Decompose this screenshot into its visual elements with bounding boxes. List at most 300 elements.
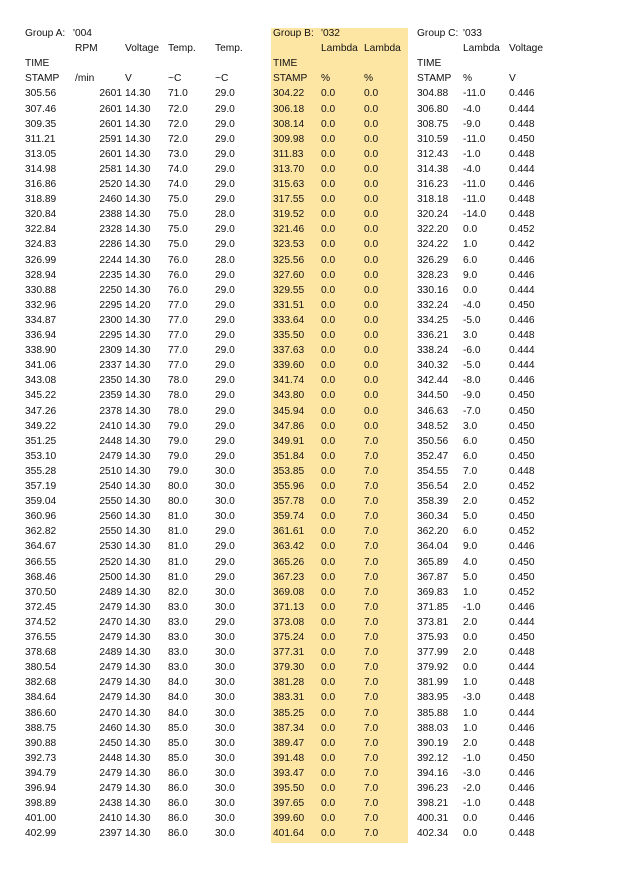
cell-a-col1: 2460 — [99, 722, 122, 734]
cell-b-col0: 365.26 — [273, 556, 305, 568]
cell-a-col0: 322.84 — [25, 224, 57, 236]
cell-a-col1: 2479 — [99, 767, 122, 779]
cell-b-col2: 7.0 — [364, 511, 379, 523]
cell-a-col2: 14.30 — [125, 707, 151, 719]
cell-c-col2: 0.448 — [509, 330, 535, 341]
cell-a-col2: 14.30 — [125, 103, 151, 115]
cell-b-col2: 0.0 — [364, 118, 379, 130]
cell-b-col2: 7.0 — [364, 692, 379, 704]
cell-b-col1: 0.0 — [321, 148, 336, 160]
cell-a-col1: 2550 — [99, 496, 122, 508]
cell-c-col2: 0.448 — [509, 647, 535, 659]
cell-a-col0: 372.45 — [25, 601, 57, 613]
cell-c-col0: 326.29 — [417, 254, 449, 266]
cell-a-col1: 2540 — [99, 481, 122, 492]
cell-b-col2: 7.0 — [364, 556, 379, 568]
cell-b-col0: 341.74 — [273, 375, 305, 387]
cell-a-col0: 314.98 — [25, 163, 57, 175]
cell-b-col1: 0.0 — [321, 133, 336, 145]
cell-a-col4: 30.0 — [215, 481, 235, 492]
cell-a-col1: 2520 — [99, 179, 122, 190]
cell-c-col1: -4.0 — [463, 163, 481, 175]
cell-b-col2: 7.0 — [364, 737, 379, 749]
cell-a-col2: 14.30 — [125, 692, 151, 704]
cell-a-col4: 29.0 — [215, 133, 235, 145]
cell-c-col1: 2.0 — [463, 616, 478, 628]
cell-c-col0: 394.16 — [417, 767, 449, 779]
cell-a-col0: 357.19 — [25, 481, 57, 492]
cell-b-col2: 7.0 — [364, 798, 379, 810]
cell-a-col0: 396.94 — [25, 783, 57, 794]
cell-c-col1: -11.0 — [463, 88, 486, 100]
cell-a-col1: 2530 — [99, 541, 122, 553]
cell-b-col2: 7.0 — [364, 601, 379, 613]
cell-a-col1: 2479 — [99, 662, 122, 674]
cell-c-col1: 0.0 — [463, 662, 478, 674]
cell-c-col1: 1.0 — [463, 586, 478, 598]
cell-a-col3: 78.0 — [168, 390, 188, 402]
cell-c-col2: 0.444 — [509, 616, 535, 628]
cell-c-col2: 0.448 — [509, 118, 535, 130]
cell-a-col0: 324.83 — [25, 239, 57, 251]
cell-b-col0: 375.24 — [273, 632, 305, 643]
cell-b-col1: 0.0 — [321, 360, 336, 372]
cell-b-col1: 0.0 — [321, 450, 336, 462]
cell-a-col0: 332.96 — [25, 299, 57, 311]
cell-a-col3: 76.0 — [168, 254, 188, 266]
cell-c-col1: -1.0 — [463, 601, 481, 613]
cell-a-col1: 2397 — [99, 828, 122, 840]
cell-a-col0: 384.64 — [25, 692, 57, 704]
header-a-row3-col1: /min — [75, 73, 95, 85]
cell-c-col0: 400.31 — [417, 813, 449, 825]
cell-a-col2: 14.30 — [125, 647, 151, 659]
cell-c-col2: 0.448 — [509, 194, 535, 206]
cell-b-col1: 0.0 — [321, 284, 336, 296]
cell-a-col2: 14.30 — [125, 118, 151, 130]
cell-a-col1: 2479 — [99, 783, 122, 794]
cell-a-col1: 2295 — [99, 330, 122, 341]
cell-a-col2: 14.30 — [125, 828, 151, 840]
cell-a-col4: 29.0 — [215, 526, 235, 538]
cell-a-col0: 316.86 — [25, 179, 57, 190]
cell-a-col1: 2479 — [99, 677, 122, 689]
cell-b-col1: 0.0 — [321, 828, 336, 840]
cell-b-col1: 0.0 — [321, 737, 336, 749]
cell-a-col1: 2510 — [99, 465, 122, 477]
cell-a-col4: 29.0 — [215, 375, 235, 387]
cell-a-col4: 29.0 — [215, 239, 235, 251]
cell-a-col3: 82.0 — [168, 586, 188, 598]
cell-b-col1: 0.0 — [321, 586, 336, 598]
cell-a-col1: 2601 — [99, 88, 122, 100]
cell-a-col2: 14.30 — [125, 194, 151, 206]
cell-a-col4: 29.0 — [215, 556, 235, 568]
cell-a-col1: 2489 — [99, 586, 122, 598]
cell-b-col0: 308.14 — [273, 118, 305, 130]
cell-a-col1: 2410 — [99, 813, 122, 825]
cell-c-col0: 396.23 — [417, 783, 449, 794]
cell-b-col0: 327.60 — [273, 269, 305, 281]
cell-c-col1: 2.0 — [463, 481, 478, 492]
cell-a-col2: 14.30 — [125, 133, 151, 145]
cell-c-col2: 0.448 — [509, 692, 535, 704]
header-c-row1-col2: Voltage — [509, 43, 543, 55]
cell-a-col3: 85.0 — [168, 752, 188, 764]
cell-a-col1: 2489 — [99, 647, 122, 659]
cell-c-col2: 0.450 — [509, 435, 535, 447]
cell-a-col2: 14.30 — [125, 224, 151, 236]
cell-c-col0: 377.99 — [417, 647, 449, 659]
cell-a-col3: 79.0 — [168, 465, 188, 477]
cell-c-col2: 0.450 — [509, 511, 535, 523]
cell-b-col1: 0.0 — [321, 405, 336, 417]
cell-c-col0: 390.19 — [417, 737, 449, 749]
cell-c-col0: 354.55 — [417, 465, 449, 477]
cell-a-col3: 77.0 — [168, 314, 188, 326]
cell-a-col2: 14.30 — [125, 526, 151, 538]
cell-a-col0: 328.94 — [25, 269, 57, 281]
cell-b-col0: 331.51 — [273, 299, 305, 311]
cell-a-col0: 347.26 — [25, 405, 57, 417]
cell-a-col3: 76.0 — [168, 269, 188, 281]
cell-a-col0: 380.54 — [25, 662, 57, 674]
cell-b-col2: 0.0 — [364, 390, 379, 402]
cell-b-col2: 7.0 — [364, 586, 379, 598]
header-c-row3-col2: V — [509, 73, 516, 85]
cell-c-col0: 350.56 — [417, 435, 449, 447]
cell-b-col2: 7.0 — [364, 662, 379, 674]
cell-b-col2: 0.0 — [364, 314, 379, 326]
cell-a-col1: 2448 — [99, 752, 122, 764]
cell-a-col4: 30.0 — [215, 496, 235, 508]
cell-b-col0: 309.98 — [273, 133, 305, 145]
cell-a-col4: 30.0 — [215, 813, 235, 825]
cell-a-col3: 77.0 — [168, 345, 188, 357]
cell-a-col0: 353.10 — [25, 450, 57, 462]
cell-a-col1: 2479 — [99, 601, 122, 613]
cell-a-col3: 75.0 — [168, 224, 188, 236]
cell-c-col1: 2.0 — [463, 647, 478, 659]
cell-a-col2: 14.30 — [125, 390, 151, 402]
cell-c-col2: 0.450 — [509, 632, 535, 643]
cell-c-col0: 344.50 — [417, 390, 449, 402]
cell-a-col3: 78.0 — [168, 375, 188, 387]
cell-a-col3: 80.0 — [168, 481, 188, 492]
cell-c-col1: -2.0 — [463, 783, 481, 794]
cell-a-col2: 14.30 — [125, 511, 151, 523]
cell-b-col2: 0.0 — [364, 179, 379, 190]
cell-a-col2: 14.30 — [125, 450, 151, 462]
cell-a-col0: 366.55 — [25, 556, 57, 568]
cell-c-col0: 371.85 — [417, 601, 449, 613]
cell-b-col2: 0.0 — [364, 88, 379, 100]
header-a-row3-col2: V — [125, 73, 132, 85]
cell-b-col2: 0.0 — [364, 163, 379, 175]
cell-a-col0: 336.94 — [25, 330, 57, 341]
cell-c-col2: 0.442 — [509, 239, 535, 251]
cell-a-col3: 72.0 — [168, 118, 188, 130]
cell-a-col2: 14.30 — [125, 345, 151, 357]
cell-a-col4: 30.0 — [215, 692, 235, 704]
cell-b-col1: 0.0 — [321, 662, 336, 674]
cell-b-col1: 0.0 — [321, 481, 336, 492]
cell-c-col1: 1.0 — [463, 707, 478, 719]
cell-c-col0: 367.87 — [417, 571, 449, 583]
cell-a-col2: 14.30 — [125, 783, 151, 794]
cell-b-col1: 0.0 — [321, 88, 336, 100]
cell-a-col4: 29.0 — [215, 118, 235, 130]
cell-c-col0: 356.54 — [417, 481, 449, 492]
cell-c-col0: 365.89 — [417, 556, 449, 568]
cell-a-col0: 382.68 — [25, 677, 57, 689]
cell-c-col0: 398.21 — [417, 798, 449, 810]
cell-a-col3: 81.0 — [168, 556, 188, 568]
header-b-row3-col2: % — [364, 73, 374, 85]
cell-a-col4: 29.0 — [215, 405, 235, 417]
cell-a-col3: 77.0 — [168, 330, 188, 341]
cell-a-col1: 2560 — [99, 511, 122, 523]
cell-a-col4: 29.0 — [215, 541, 235, 553]
cell-a-col4: 29.0 — [215, 360, 235, 372]
cell-b-col1: 0.0 — [321, 345, 336, 357]
cell-b-col2: 0.0 — [364, 299, 379, 311]
cell-a-col2: 14.30 — [125, 632, 151, 643]
header-a-row3-col0: STAMP — [25, 73, 60, 85]
cell-c-col1: -14.0 — [463, 209, 487, 221]
cell-c-col1: 0.0 — [463, 284, 478, 296]
cell-a-col1: 2295 — [99, 299, 122, 311]
header-a-row1-col2: Voltage — [125, 43, 159, 55]
cell-c-col0: 402.34 — [417, 828, 449, 840]
cell-a-col4: 29.0 — [215, 163, 235, 175]
cell-b-col1: 0.0 — [321, 163, 336, 175]
cell-a-col1: 2601 — [99, 118, 122, 130]
cell-a-col4: 29.0 — [215, 224, 235, 236]
cell-b-col1: 0.0 — [321, 556, 336, 568]
cell-a-col3: 77.0 — [168, 299, 188, 311]
cell-a-col4: 29.0 — [215, 299, 235, 311]
cell-a-col3: 86.0 — [168, 767, 188, 779]
group-c-id: '033 — [463, 28, 482, 39]
cell-c-col1: -5.0 — [463, 360, 481, 372]
cell-b-col2: 7.0 — [364, 767, 379, 779]
cell-b-col0: 397.65 — [273, 798, 305, 810]
cell-c-col1: 2.0 — [463, 737, 478, 749]
cell-a-col0: 370.50 — [25, 586, 57, 598]
cell-c-col1: -11.0 — [463, 133, 486, 145]
cell-b-col0: 395.50 — [273, 783, 305, 794]
cell-a-col3: 81.0 — [168, 571, 188, 583]
cell-b-col0: 373.08 — [273, 616, 305, 628]
cell-c-col0: 314.38 — [417, 163, 449, 175]
header-a-row2-col0: TIME — [25, 58, 50, 70]
cell-b-col1: 0.0 — [321, 420, 336, 432]
cell-a-col2: 14.30 — [125, 284, 151, 296]
cell-c-col2: 0.450 — [509, 752, 535, 764]
cell-b-col0: 313.70 — [273, 163, 305, 175]
cell-a-col0: 349.22 — [25, 420, 57, 432]
cell-c-col1: 5.0 — [463, 511, 478, 523]
cell-c-col1: 0.0 — [463, 632, 478, 643]
cell-c-col0: 336.21 — [417, 330, 449, 341]
cell-b-col0: 353.85 — [273, 465, 305, 477]
cell-c-col0: 388.03 — [417, 722, 449, 734]
cell-a-col3: 83.0 — [168, 632, 188, 643]
cell-a-col2: 14.30 — [125, 209, 151, 221]
cell-c-col2: 0.446 — [509, 88, 535, 100]
cell-c-col2: 0.450 — [509, 299, 535, 311]
cell-a-col3: 74.0 — [168, 179, 188, 190]
cell-b-col1: 0.0 — [321, 511, 336, 523]
cell-c-col1: -11.0 — [463, 179, 486, 190]
cell-b-col2: 7.0 — [364, 616, 379, 628]
cell-a-col4: 30.0 — [215, 798, 235, 810]
cell-c-col0: 352.47 — [417, 450, 449, 462]
cell-b-col1: 0.0 — [321, 465, 336, 477]
cell-b-col2: 0.0 — [364, 405, 379, 417]
cell-b-col2: 0.0 — [364, 209, 379, 221]
cell-b-col0: 369.08 — [273, 586, 305, 598]
cell-c-col2: 0.444 — [509, 707, 535, 719]
group-a-label: Group A: — [25, 28, 66, 39]
cell-c-col2: 0.450 — [509, 133, 535, 145]
cell-a-col3: 85.0 — [168, 722, 188, 734]
cell-b-col0: 381.28 — [273, 677, 305, 689]
cell-a-col2: 14.30 — [125, 375, 151, 387]
cell-a-col2: 14.30 — [125, 722, 151, 734]
cell-a-col4: 29.0 — [215, 103, 235, 115]
cell-b-col0: 387.34 — [273, 722, 305, 734]
cell-a-col1: 2448 — [99, 435, 122, 447]
cell-c-col2: 0.444 — [509, 360, 535, 372]
cell-a-col3: 84.0 — [168, 707, 188, 719]
cell-a-col3: 84.0 — [168, 692, 188, 704]
cell-c-col0: 348.52 — [417, 420, 449, 432]
cell-b-col2: 7.0 — [364, 828, 379, 840]
cell-a-col0: 390.88 — [25, 737, 57, 749]
cell-b-col2: 0.0 — [364, 330, 379, 341]
cell-a-col2: 14.30 — [125, 571, 151, 583]
cell-a-col2: 14.30 — [125, 752, 151, 764]
cell-c-col0: 383.95 — [417, 692, 449, 704]
cell-a-col4: 29.0 — [215, 88, 235, 100]
cell-a-col0: 359.04 — [25, 496, 57, 508]
cell-c-col0: 385.88 — [417, 707, 449, 719]
cell-a-col1: 2359 — [99, 390, 122, 402]
cell-a-col2: 14.30 — [125, 148, 151, 160]
cell-a-col0: 345.22 — [25, 390, 57, 402]
cell-a-col2: 14.30 — [125, 405, 151, 417]
cell-a-col1: 2479 — [99, 632, 122, 643]
cell-c-col2: 0.448 — [509, 677, 535, 689]
cell-c-col0: 304.88 — [417, 88, 449, 100]
cell-b-col2: 0.0 — [364, 254, 379, 266]
cell-b-col2: 7.0 — [364, 541, 379, 553]
cell-a-col2: 14.30 — [125, 465, 151, 477]
header-c-row3-col0: STAMP — [417, 73, 452, 85]
cell-c-col0: 338.24 — [417, 345, 449, 357]
cell-c-col0: 364.04 — [417, 541, 449, 553]
cell-a-col0: 326.99 — [25, 254, 57, 266]
cell-b-col1: 0.0 — [321, 677, 336, 689]
cell-b-col0: 343.80 — [273, 390, 305, 402]
cell-c-col1: -9.0 — [463, 118, 481, 130]
cell-a-col1: 2479 — [99, 450, 122, 462]
cell-c-col1: 0.0 — [463, 813, 478, 825]
cell-a-col2: 14.30 — [125, 556, 151, 568]
cell-a-col3: 83.0 — [168, 601, 188, 613]
cell-b-col2: 0.0 — [364, 269, 379, 281]
cell-c-col1: -3.0 — [463, 767, 481, 779]
cell-a-col0: 313.05 — [25, 148, 57, 160]
cell-c-col1: 1.0 — [463, 239, 478, 251]
cell-b-col1: 0.0 — [321, 526, 336, 538]
cell-b-col2: 7.0 — [364, 722, 379, 734]
cell-a-col3: 81.0 — [168, 511, 188, 523]
cell-b-col2: 7.0 — [364, 481, 379, 492]
cell-c-col0: 324.22 — [417, 239, 449, 251]
cell-c-col2: 0.452 — [509, 586, 535, 598]
cell-a-col1: 2388 — [99, 209, 122, 221]
header-c-row1-col1: Lambda — [463, 43, 500, 55]
cell-c-col0: 381.99 — [417, 677, 449, 689]
cell-a-col0: 305.56 — [25, 88, 57, 100]
cell-a-col4: 30.0 — [215, 677, 235, 689]
cell-a-col4: 30.0 — [215, 511, 235, 523]
cell-a-col1: 2300 — [99, 314, 122, 326]
cell-a-col0: 398.89 — [25, 798, 57, 810]
cell-c-col0: 334.25 — [417, 314, 449, 326]
cell-b-col2: 7.0 — [364, 813, 379, 825]
cell-c-col1: -6.0 — [463, 345, 481, 357]
cell-a-col1: 2470 — [99, 707, 122, 719]
cell-b-col0: 361.61 — [273, 526, 305, 538]
cell-a-col2: 14.30 — [125, 314, 151, 326]
cell-c-col1: -7.0 — [463, 405, 481, 417]
cell-b-col0: 304.22 — [273, 88, 305, 100]
cell-a-col1: 2378 — [99, 405, 122, 417]
cell-c-col2: 0.446 — [509, 314, 535, 326]
header-c-row2-col0: TIME — [417, 58, 442, 70]
cell-a-col4: 29.0 — [215, 179, 235, 190]
cell-b-col0: 371.13 — [273, 601, 305, 613]
cell-b-col0: 367.23 — [273, 571, 305, 583]
header-a-row1-col4: Temp. — [215, 43, 243, 55]
cell-c-col2: 0.450 — [509, 420, 535, 432]
cell-b-col0: 329.55 — [273, 284, 305, 296]
cell-a-col3: 78.0 — [168, 405, 188, 417]
cell-b-col2: 0.0 — [364, 148, 379, 160]
cell-b-col2: 7.0 — [364, 465, 379, 477]
cell-c-col2: 0.444 — [509, 662, 535, 674]
cell-a-col3: 72.0 — [168, 133, 188, 145]
cell-c-col0: 392.12 — [417, 752, 449, 764]
cell-a-col2: 14.30 — [125, 163, 151, 175]
cell-a-col2: 14.30 — [125, 481, 151, 492]
cell-b-col1: 0.0 — [321, 601, 336, 613]
cell-c-col2: 0.446 — [509, 541, 535, 553]
cell-b-col1: 0.0 — [321, 103, 336, 115]
cell-a-col3: 74.0 — [168, 163, 188, 175]
cell-b-col2: 7.0 — [364, 435, 379, 447]
cell-b-col1: 0.0 — [321, 798, 336, 810]
cell-b-col0: 345.94 — [273, 405, 305, 417]
header-a-row1-col1: RPM — [75, 43, 98, 55]
cell-c-col1: 0.0 — [463, 828, 478, 840]
cell-a-col2: 14.30 — [125, 360, 151, 372]
cell-a-col4: 30.0 — [215, 752, 235, 764]
